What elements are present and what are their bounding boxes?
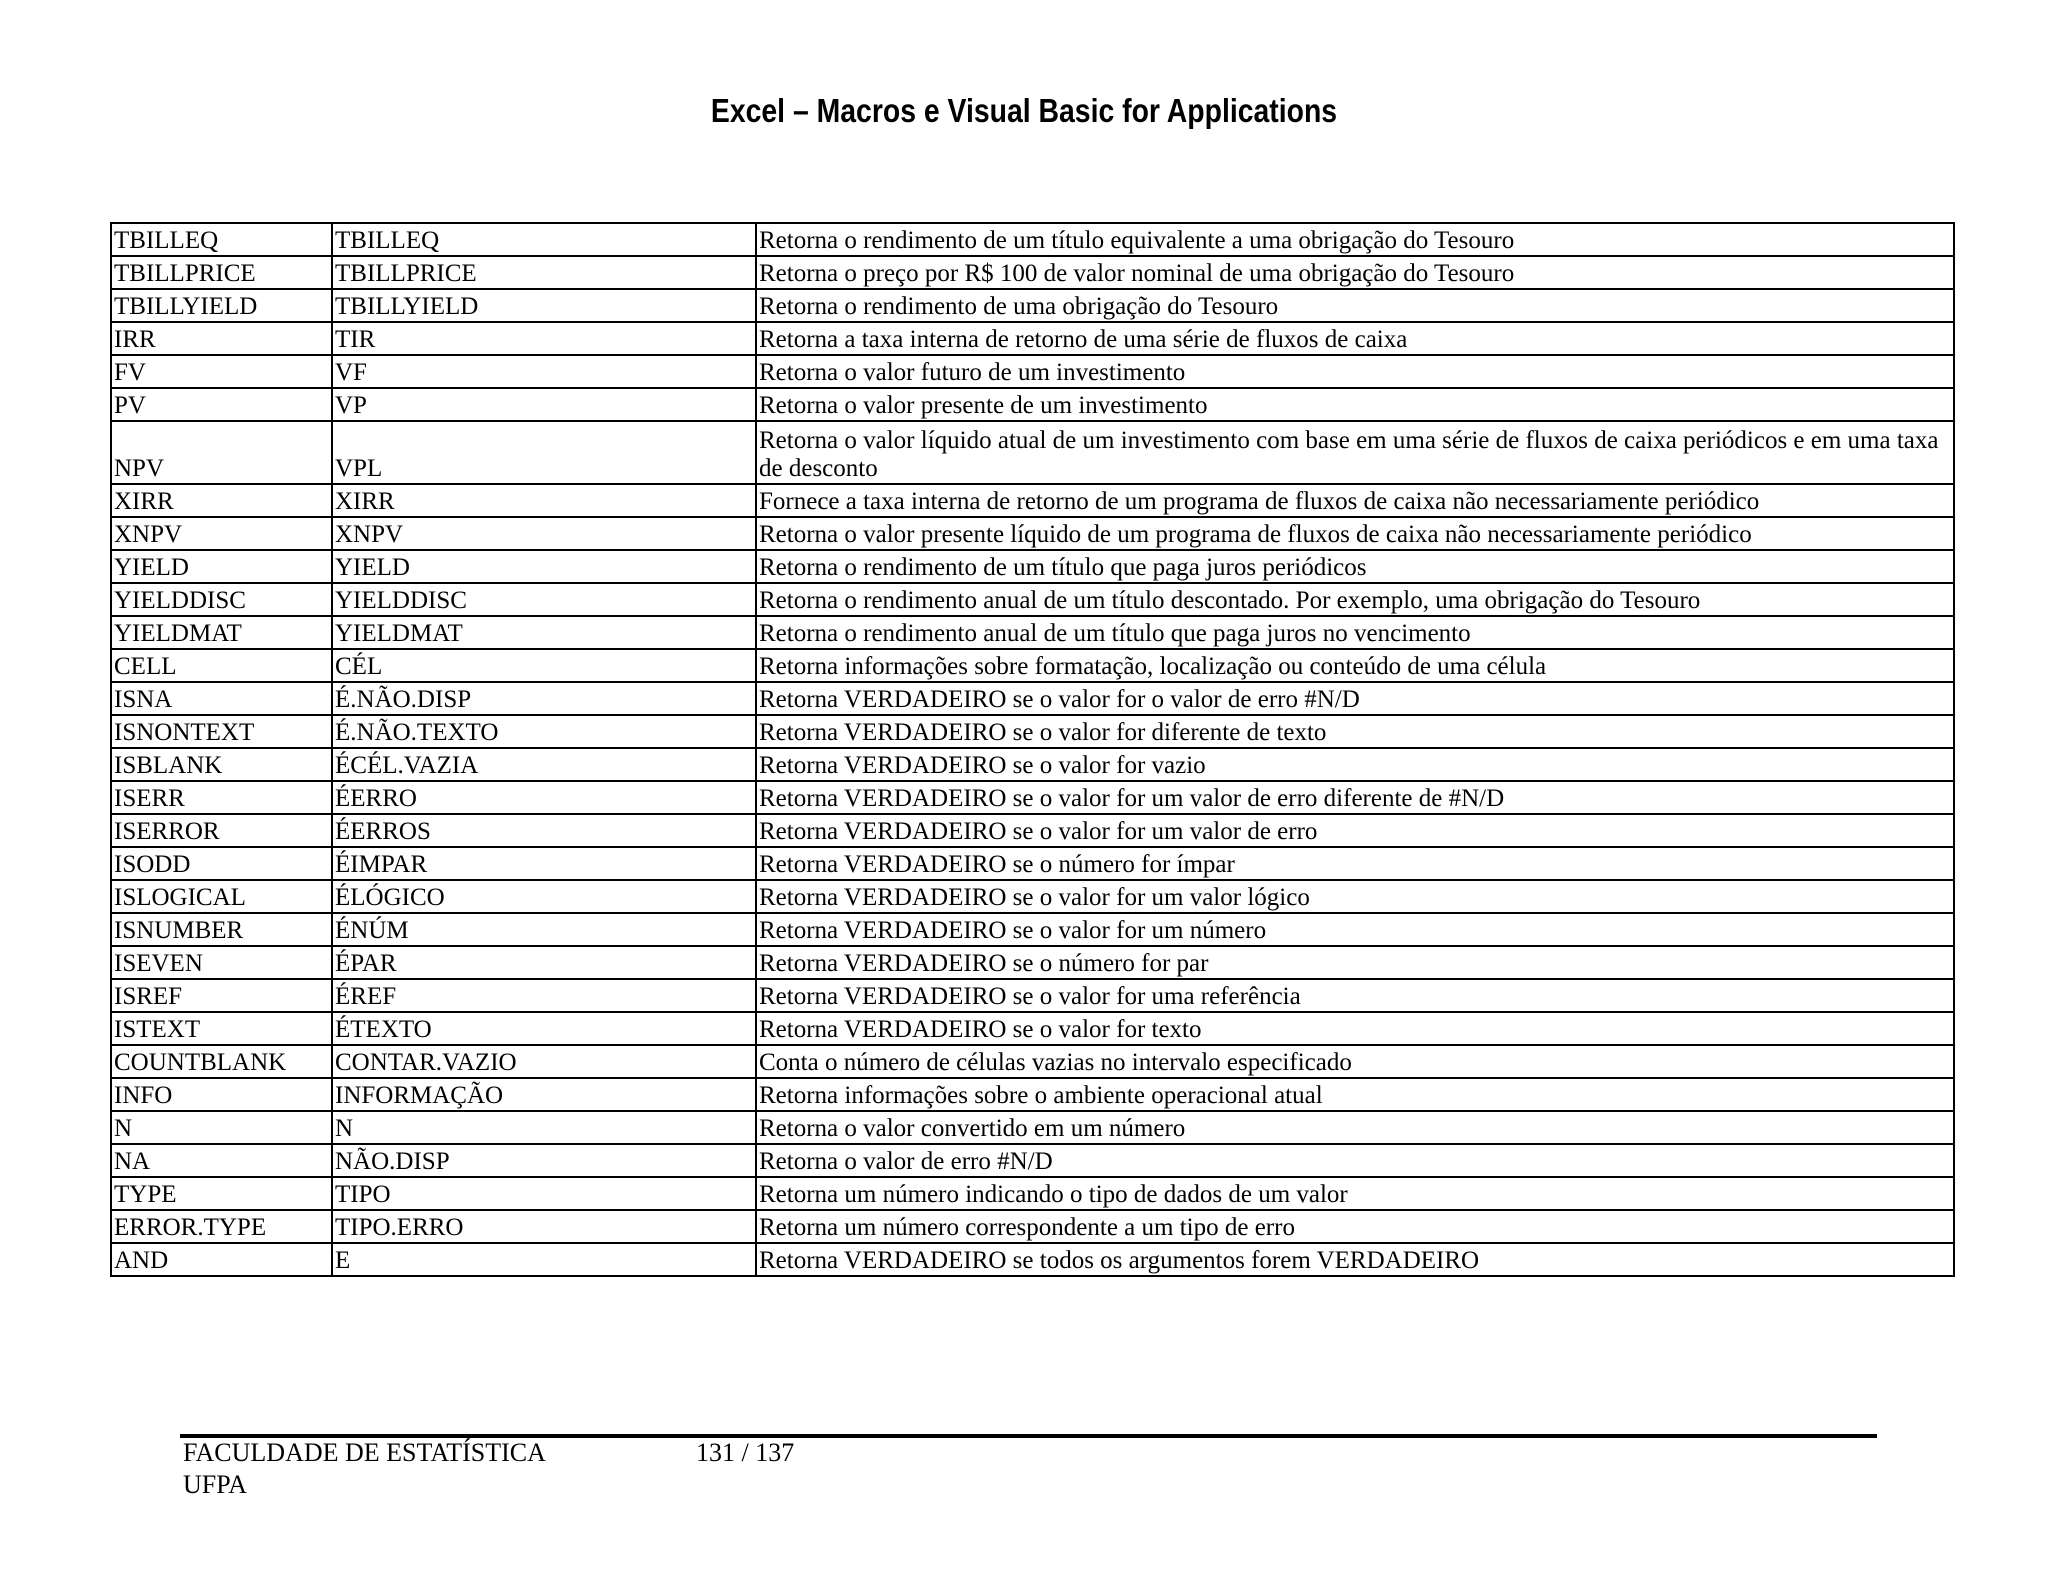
function-name-en: ISBLANK: [111, 748, 332, 781]
table-row: [111, 781, 1954, 814]
function-name-pt: ÉLÓGICO: [332, 880, 756, 913]
function-description: Retorna o valor convertido em um número: [756, 1111, 1954, 1144]
table-row: [111, 484, 1954, 517]
function-name-en: NPV: [111, 421, 332, 484]
function-name-pt: NÃO.DISP: [332, 1144, 756, 1177]
function-name-en: INFO: [111, 1078, 332, 1111]
function-description: Retorna o valor presente de um investimento: [756, 388, 1954, 421]
footer-institution: [183, 1437, 546, 1501]
function-description: Retorna VERDADEIRO se o número for par: [756, 946, 1954, 979]
function-name-pt: TIPO: [332, 1177, 756, 1210]
function-description: Retorna informações sobre formatação, localização ou conteúdo de uma célula: [756, 649, 1954, 682]
function-name-pt: E: [332, 1243, 756, 1276]
function-description: Retorna o valor futuro de um investimento: [756, 355, 1954, 388]
function-description: Retorna o valor líquido atual de um investimento com base em uma série de fluxos de caixa periódicos e em uma taxa de desconto: [756, 421, 1954, 484]
table-row: [111, 1012, 1954, 1045]
table-row: [111, 583, 1954, 616]
function-name-pt: ÉERROS: [332, 814, 756, 847]
function-name-pt: ÉCÉL.VAZIA: [332, 748, 756, 781]
function-name-en: AND: [111, 1243, 332, 1276]
function-name-pt: N: [332, 1111, 756, 1144]
function-name-pt: ÉIMPAR: [332, 847, 756, 880]
function-description: Retorna VERDADEIRO se o valor for o valor de erro #N/D: [756, 682, 1954, 715]
function-name-pt: VF: [332, 355, 756, 388]
function-description: Retorna o rendimento anual de um título descontado. Por exemplo, uma obrigação do Tesouro: [756, 583, 1954, 616]
function-description: Retorna VERDADEIRO se o valor for vazio: [756, 748, 1954, 781]
function-description: Retorna o valor presente líquido de um programa de fluxos de caixa não necessariamente periódico: [756, 517, 1954, 550]
function-name-pt: XNPV: [332, 517, 756, 550]
function-table-body: [111, 223, 1954, 1276]
table-row: [111, 289, 1954, 322]
function-name-en: XNPV: [111, 517, 332, 550]
function-description: Retorna VERDADEIRO se o número for ímpar: [756, 847, 1954, 880]
table-row: [111, 616, 1954, 649]
table-row: [111, 913, 1954, 946]
table-row: [111, 355, 1954, 388]
function-name-pt: É.NÃO.TEXTO: [332, 715, 756, 748]
footer-university: UFPA: [183, 1470, 248, 1499]
function-name-pt: TIR: [332, 322, 756, 355]
function-name-en: TBILLEQ: [111, 223, 332, 256]
function-name-en: ERROR.TYPE: [111, 1210, 332, 1243]
function-description: Retorna VERDADEIRO se o valor for uma referência: [756, 979, 1954, 1012]
function-table: [110, 222, 1955, 1277]
function-description: Retorna a taxa interna de retorno de uma série de fluxos de caixa: [756, 322, 1954, 355]
function-description: Conta o número de células vazias no intervalo especificado: [756, 1045, 1954, 1078]
function-name-en: COUNTBLANK: [111, 1045, 332, 1078]
function-name-pt: ÉPAR: [332, 946, 756, 979]
function-description: Retorna VERDADEIRO se o valor for texto: [756, 1012, 1954, 1045]
table-row: [111, 847, 1954, 880]
function-description: Retorna o rendimento de um título equivalente a uma obrigação do Tesouro: [756, 223, 1954, 256]
function-name-pt: É.NÃO.DISP: [332, 682, 756, 715]
table-row: [111, 1243, 1954, 1276]
function-name-en: TYPE: [111, 1177, 332, 1210]
table-row: [111, 880, 1954, 913]
function-name-pt: VPL: [332, 421, 756, 484]
function-name-pt: INFORMAÇÃO: [332, 1078, 756, 1111]
function-name-en: YIELDMAT: [111, 616, 332, 649]
footer-faculty: FACULDADE DE ESTATÍSTICA: [183, 1438, 546, 1467]
function-name-pt: CONTAR.VAZIO: [332, 1045, 756, 1078]
function-name-pt: TIPO.ERRO: [332, 1210, 756, 1243]
page-title: Excel – Macros e Visual Basic for Applications: [710, 92, 1338, 129]
function-name-pt: YIELD: [332, 550, 756, 583]
table-row: [111, 223, 1954, 256]
table-row: [111, 388, 1954, 421]
table-row: [111, 1144, 1954, 1177]
function-name-en: ISNA: [111, 682, 332, 715]
table-row: [111, 1210, 1954, 1243]
function-name-en: XIRR: [111, 484, 332, 517]
table-row: [111, 946, 1954, 979]
table-row: [111, 748, 1954, 781]
function-name-en: ISERROR: [111, 814, 332, 847]
function-name-pt: YIELDMAT: [332, 616, 756, 649]
table-row: [111, 421, 1954, 484]
table-row: [111, 715, 1954, 748]
function-name-en: ISERR: [111, 781, 332, 814]
function-name-en: TBILLYIELD: [111, 289, 332, 322]
function-name-en: PV: [111, 388, 332, 421]
function-description: Retorna um número indicando o tipo de dados de um valor: [756, 1177, 1954, 1210]
function-name-en: ISEVEN: [111, 946, 332, 979]
table-row: [111, 814, 1954, 847]
function-name-en: ISTEXT: [111, 1012, 332, 1045]
function-name-en: ISNUMBER: [111, 913, 332, 946]
function-name-pt: YIELDDISC: [332, 583, 756, 616]
function-name-en: TBILLPRICE: [111, 256, 332, 289]
function-description: Retorna VERDADEIRO se o valor for um valor de erro diferente de #N/D: [756, 781, 1954, 814]
function-name-pt: ÉNÚM: [332, 913, 756, 946]
table-row: [111, 1078, 1954, 1111]
table-row: [111, 979, 1954, 1012]
function-name-pt: ÉERRO: [332, 781, 756, 814]
function-name-en: N: [111, 1111, 332, 1144]
function-description: Retorna VERDADEIRO se todos os argumentos forem VERDADEIRO: [756, 1243, 1954, 1276]
function-name-pt: ÉTEXTO: [332, 1012, 756, 1045]
function-description: Retorna VERDADEIRO se o valor for um valor de erro: [756, 814, 1954, 847]
function-description: Retorna o preço por R$ 100 de valor nominal de uma obrigação do Tesouro: [756, 256, 1954, 289]
function-name-en: FV: [111, 355, 332, 388]
function-description: Retorna VERDADEIRO se o valor for um valor lógico: [756, 880, 1954, 913]
function-description: Fornece a taxa interna de retorno de um programa de fluxos de caixa não necessariamente periódico: [756, 484, 1954, 517]
function-name-en: NA: [111, 1144, 332, 1177]
table-row: [111, 517, 1954, 550]
table-row: [111, 649, 1954, 682]
function-description: Retorna o rendimento anual de um título que paga juros no vencimento: [756, 616, 1954, 649]
function-description: Retorna o rendimento de uma obrigação do Tesouro: [756, 289, 1954, 322]
function-description: Retorna informações sobre o ambiente operacional atual: [756, 1078, 1954, 1111]
function-name-pt: ÉREF: [332, 979, 756, 1012]
function-name-pt: TBILLEQ: [332, 223, 756, 256]
function-description: Retorna o valor de erro #N/D: [756, 1144, 1954, 1177]
function-description: Retorna o rendimento de um título que paga juros periódicos: [756, 550, 1954, 583]
table-row: [111, 322, 1954, 355]
function-name-pt: TBILLYIELD: [332, 289, 756, 322]
function-name-en: ISODD: [111, 847, 332, 880]
function-name-en: CELL: [111, 649, 332, 682]
page-number: 131 / 137: [696, 1438, 795, 1467]
table-row: [111, 550, 1954, 583]
table-row: [111, 682, 1954, 715]
function-description: Retorna VERDADEIRO se o valor for diferente de texto: [756, 715, 1954, 748]
table-row: [111, 1045, 1954, 1078]
function-name-pt: CÉL: [332, 649, 756, 682]
function-description: Retorna um número correspondente a um tipo de erro: [756, 1210, 1954, 1243]
function-name-en: YIELDDISC: [111, 583, 332, 616]
function-name-en: YIELD: [111, 550, 332, 583]
table-row: [111, 256, 1954, 289]
function-name-en: ISNONTEXT: [111, 715, 332, 748]
function-name-en: IRR: [111, 322, 332, 355]
function-name-en: ISREF: [111, 979, 332, 1012]
function-name-pt: XIRR: [332, 484, 756, 517]
function-name-pt: TBILLPRICE: [332, 256, 756, 289]
function-name-en: ISLOGICAL: [111, 880, 332, 913]
table-row: [111, 1177, 1954, 1210]
function-description: Retorna VERDADEIRO se o valor for um número: [756, 913, 1954, 946]
table-row: [111, 1111, 1954, 1144]
function-name-pt: VP: [332, 388, 756, 421]
